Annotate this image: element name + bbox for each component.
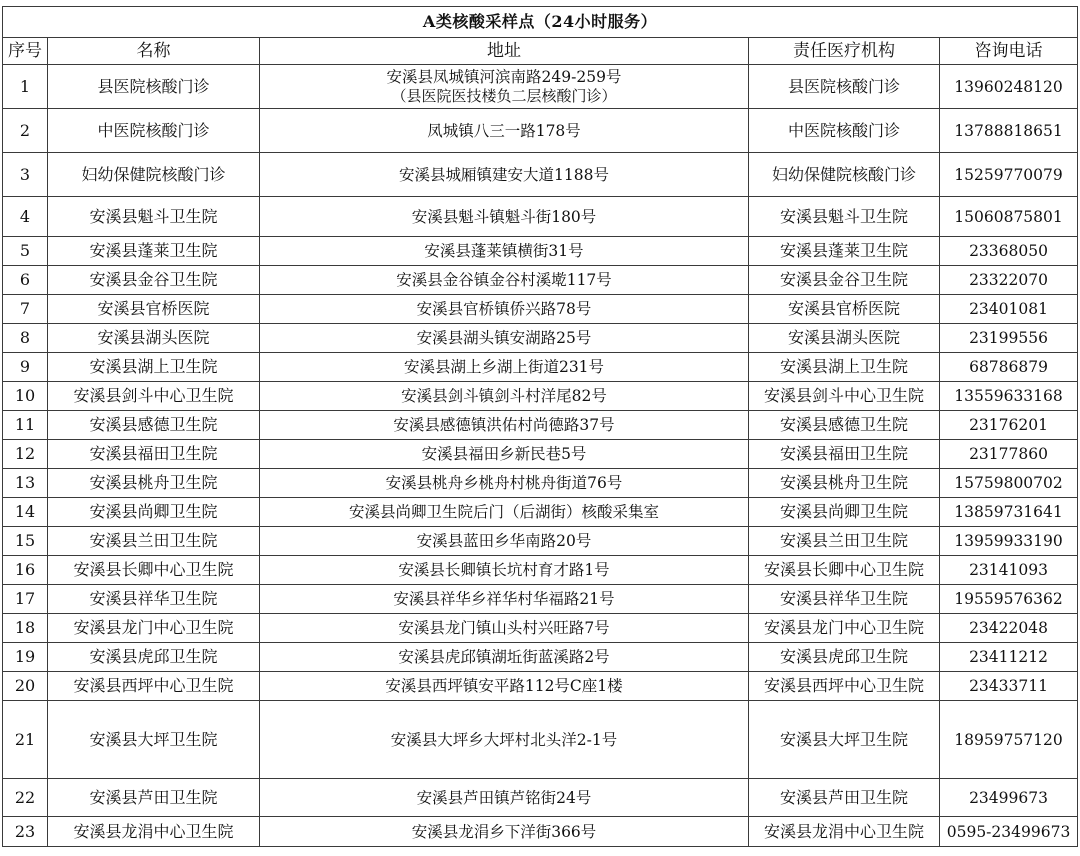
row-address: 安溪县芦田镇芦铭街24号: [260, 779, 749, 817]
row-address: 安溪县西坪镇安平路112号C座1楼: [260, 672, 749, 701]
row-index: 8: [3, 324, 48, 353]
row-name: 安溪县虎邱卫生院: [48, 643, 260, 672]
row-address: 安溪县魁斗镇魁斗街180号: [260, 197, 749, 237]
row-name: 安溪县大坪卫生院: [48, 701, 260, 779]
table-row: [3, 585, 1078, 614]
row-index: 10: [3, 382, 48, 411]
row-institution: 安溪县祥华卫生院: [749, 585, 940, 614]
row-institution: 安溪县官桥医院: [749, 295, 940, 324]
sampling-sites-table: [2, 6, 1078, 847]
row-index: 20: [3, 672, 48, 701]
table-row: [3, 614, 1078, 643]
row-address: 安溪县桃舟乡桃舟村桃舟街道76号: [260, 469, 749, 498]
row-address: 安溪县龙门镇山头村兴旺路7号: [260, 614, 749, 643]
table-row: [3, 469, 1078, 498]
row-institution: 安溪县虎邱卫生院: [749, 643, 940, 672]
row-institution: 安溪县感德卫生院: [749, 411, 940, 440]
table-row: [3, 237, 1078, 266]
table-row: [3, 266, 1078, 295]
row-phone: 23433711: [940, 672, 1078, 701]
row-index: 17: [3, 585, 48, 614]
header-phone: 咨询电话: [940, 38, 1078, 65]
row-address: 凤城镇八三一路178号: [260, 109, 749, 153]
row-institution: 安溪县蓬莱卫生院: [749, 237, 940, 266]
row-index: 2: [3, 109, 48, 153]
table-row: [3, 817, 1078, 847]
row-phone: 13959933190: [940, 527, 1078, 556]
row-address: 安溪县尚卿卫生院后门（后湖街）核酸采集室: [260, 498, 749, 527]
row-index: 1: [3, 65, 48, 109]
row-name: 安溪县金谷卫生院: [48, 266, 260, 295]
header-name: 名称: [48, 38, 260, 65]
row-institution: 安溪县尚卿卫生院: [749, 498, 940, 527]
row-name: 安溪县福田卫生院: [48, 440, 260, 469]
row-phone: 23141093: [940, 556, 1078, 585]
row-institution: 安溪县湖上卫生院: [749, 353, 940, 382]
row-institution: 安溪县剑斗中心卫生院: [749, 382, 940, 411]
row-institution: 妇幼保健院核酸门诊: [749, 153, 940, 197]
row-name: 安溪县长卿中心卫生院: [48, 556, 260, 585]
row-index: 12: [3, 440, 48, 469]
row-name: 安溪县蓬莱卫生院: [48, 237, 260, 266]
row-phone: 23422048: [940, 614, 1078, 643]
row-address: 安溪县官桥镇侨兴路78号: [260, 295, 749, 324]
table-row: [3, 411, 1078, 440]
row-phone: 23322070: [940, 266, 1078, 295]
row-institution: 安溪县芦田卫生院: [749, 779, 940, 817]
row-address-line1: 安溪县凤城镇河滨南路249-259号: [386, 68, 622, 86]
row-phone: 13559633168: [940, 382, 1078, 411]
table-row: [3, 324, 1078, 353]
row-index: 3: [3, 153, 48, 197]
row-name: 安溪县魁斗卫生院: [48, 197, 260, 237]
row-address: 安溪县剑斗镇剑斗村洋尾82号: [260, 382, 749, 411]
row-name: 安溪县官桥医院: [48, 295, 260, 324]
table-row: [3, 353, 1078, 382]
row-index: 15: [3, 527, 48, 556]
header-address: 地址: [260, 38, 749, 65]
table-row: [3, 295, 1078, 324]
row-phone: 0595-23499673: [940, 817, 1078, 847]
row-name: 安溪县桃舟卫生院: [48, 469, 260, 498]
row-name: 安溪县祥华卫生院: [48, 585, 260, 614]
row-phone: 23401081: [940, 295, 1078, 324]
table-title: A类核酸采样点（24小时服务）: [3, 7, 1078, 38]
row-name: 安溪县西坪中心卫生院: [48, 672, 260, 701]
row-institution: 安溪县湖头医院: [749, 324, 940, 353]
row-index: 23: [3, 817, 48, 847]
row-index: 13: [3, 469, 48, 498]
row-name: 安溪县湖上卫生院: [48, 353, 260, 382]
row-phone: 23499673: [940, 779, 1078, 817]
row-phone: 68786879: [940, 353, 1078, 382]
row-address: 安溪县感德镇洪佑村尚德路37号: [260, 411, 749, 440]
row-address: [260, 65, 749, 109]
row-phone: 13788818651: [940, 109, 1078, 153]
row-name: 安溪县兰田卫生院: [48, 527, 260, 556]
row-phone: 15259770079: [940, 153, 1078, 197]
row-index: 18: [3, 614, 48, 643]
row-index: 7: [3, 295, 48, 324]
row-index: 6: [3, 266, 48, 295]
row-institution: 安溪县桃舟卫生院: [749, 469, 940, 498]
row-index: 19: [3, 643, 48, 672]
row-institution: 安溪县西坪中心卫生院: [749, 672, 940, 701]
table-row: [3, 109, 1078, 153]
row-institution: 安溪县大坪卫生院: [749, 701, 940, 779]
row-name: 中医院核酸门诊: [48, 109, 260, 153]
row-phone: 18959757120: [940, 701, 1078, 779]
row-institution: 中医院核酸门诊: [749, 109, 940, 153]
row-index: 11: [3, 411, 48, 440]
row-address: 安溪县福田乡新民巷5号: [260, 440, 749, 469]
row-phone: 23177860: [940, 440, 1078, 469]
row-index: 16: [3, 556, 48, 585]
row-institution: 安溪县兰田卫生院: [749, 527, 940, 556]
row-name: 安溪县感德卫生院: [48, 411, 260, 440]
row-phone: 23176201: [940, 411, 1078, 440]
table-row: [3, 498, 1078, 527]
row-address: 安溪县虎邱镇湖坵街蓝溪路2号: [260, 643, 749, 672]
row-address: 安溪县长卿镇长坑村育才路1号: [260, 556, 749, 585]
row-institution: 安溪县龙门中心卫生院: [749, 614, 940, 643]
row-index: 21: [3, 701, 48, 779]
row-name: 安溪县尚卿卫生院: [48, 498, 260, 527]
header-institution: 责任医疗机构: [749, 38, 940, 65]
row-address: 安溪县祥华乡祥华村华福路21号: [260, 585, 749, 614]
row-address: 安溪县大坪乡大坪村北头洋2-1号: [260, 701, 749, 779]
row-index: 9: [3, 353, 48, 382]
header-index: 序号: [3, 38, 48, 65]
row-name: 安溪县剑斗中心卫生院: [48, 382, 260, 411]
row-institution: 安溪县龙涓中心卫生院: [749, 817, 940, 847]
table-row: [3, 643, 1078, 672]
row-address: 安溪县湖上乡湖上街道231号: [260, 353, 749, 382]
header-row: [3, 38, 1078, 65]
row-phone: 23411212: [940, 643, 1078, 672]
row-phone: 15759800702: [940, 469, 1078, 498]
row-institution: 安溪县长卿中心卫生院: [749, 556, 940, 585]
row-name: 县医院核酸门诊: [48, 65, 260, 109]
table-row: [3, 197, 1078, 237]
table-row: [3, 556, 1078, 585]
row-address: 安溪县城厢镇建安大道1188号: [260, 153, 749, 197]
row-phone: 23368050: [940, 237, 1078, 266]
row-institution: 安溪县魁斗卫生院: [749, 197, 940, 237]
table-row: [3, 65, 1078, 109]
row-address: 安溪县湖头镇安湖路25号: [260, 324, 749, 353]
row-index: 5: [3, 237, 48, 266]
row-name: 安溪县龙门中心卫生院: [48, 614, 260, 643]
row-address: 安溪县蓝田乡华南路20号: [260, 527, 749, 556]
table-row: [3, 527, 1078, 556]
table-row: [3, 153, 1078, 197]
table-row: [3, 440, 1078, 469]
row-index: 14: [3, 498, 48, 527]
row-address-line2: （县医院医技楼负二层核酸门诊）: [391, 87, 617, 105]
row-name: 安溪县湖头医院: [48, 324, 260, 353]
row-institution: 安溪县金谷卫生院: [749, 266, 940, 295]
row-phone: 19559576362: [940, 585, 1078, 614]
table-row: [3, 701, 1078, 779]
row-institution: 安溪县福田卫生院: [749, 440, 940, 469]
row-name: 安溪县芦田卫生院: [48, 779, 260, 817]
row-institution: 县医院核酸门诊: [749, 65, 940, 109]
row-index: 22: [3, 779, 48, 817]
row-phone: 13859731641: [940, 498, 1078, 527]
row-address: 安溪县龙涓乡下洋街366号: [260, 817, 749, 847]
table-row: [3, 672, 1078, 701]
row-phone: 23199556: [940, 324, 1078, 353]
table-row: [3, 382, 1078, 411]
row-index: 4: [3, 197, 48, 237]
row-name: 安溪县龙涓中心卫生院: [48, 817, 260, 847]
row-address: 安溪县蓬莱镇横街31号: [260, 237, 749, 266]
row-phone: 15060875801: [940, 197, 1078, 237]
row-name: 妇幼保健院核酸门诊: [48, 153, 260, 197]
table-row: [3, 779, 1078, 817]
row-phone: 13960248120: [940, 65, 1078, 109]
row-address: 安溪县金谷镇金谷村溪墘117号: [260, 266, 749, 295]
